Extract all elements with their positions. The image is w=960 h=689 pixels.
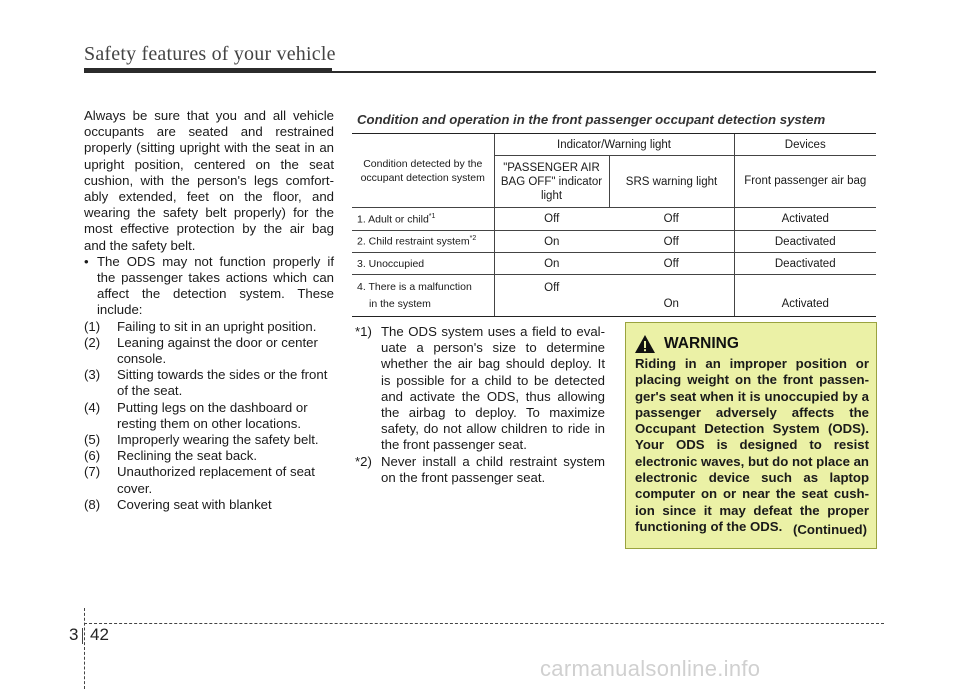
condition-header: Condition detected by the occupant detection system	[352, 134, 494, 208]
condition-cell	[352, 253, 494, 275]
footnote	[355, 324, 605, 454]
srs-cell: Off	[609, 231, 734, 253]
item-number: (7)	[84, 464, 101, 480]
front-airbag-header: Front passenger air bag	[734, 156, 876, 208]
item-number: (1)	[84, 318, 101, 334]
list-item	[84, 448, 334, 464]
devices-header: Devices	[734, 134, 876, 156]
footer-rule	[84, 623, 884, 624]
footnote	[355, 454, 605, 486]
continued-label: (Continued)	[793, 522, 867, 537]
pab-cell: On	[494, 253, 609, 275]
condition-text: 4. There is a malfunction	[357, 280, 472, 293]
item-number: (5)	[84, 432, 101, 448]
item-text: Improperly wearing the safety belt.	[117, 432, 319, 448]
list-item	[84, 367, 334, 399]
condition-text: 1. Adult or child	[357, 213, 429, 226]
item-number: (3)	[84, 367, 101, 383]
condition-text: 3. Unoccupied	[357, 257, 425, 270]
warning-text: Riding in an improper position or placing weight on the front passen- ger's seat when it is unoccupied by a passenger adversely affects the Occupant Detection System (ODS). Your ODS is designed to resist electronic waves, but do not place an electronic device such as laptop computer on or near the seat cush- ion since it may defeat the proper functioning of the ODS.	[635, 356, 869, 534]
footnote-mark: *1)	[355, 324, 372, 339]
list-item	[84, 400, 334, 432]
section-heading: Condition and operation in the front passenger occupant detection system	[357, 112, 826, 127]
table-row	[352, 253, 876, 275]
footer-vertical-rule	[84, 608, 85, 689]
footnote-text: Never install a child restraint system on the front passenger seat.	[381, 453, 605, 485]
bullet-text: The ODS may not function properly if the passenger takes actions which can affect the detection system. These include:	[97, 253, 334, 318]
item-text: Putting legs on the dashboard or resting them on other locations.	[117, 399, 308, 431]
table-row	[352, 275, 876, 317]
item-text: Failing to sit in an upright position.	[117, 318, 317, 334]
item-text: Unauthorized replacement of seat cover.	[117, 464, 315, 496]
item-number: (6)	[84, 448, 101, 464]
page-number: 42	[90, 625, 109, 644]
footnote-ref: *1	[428, 212, 436, 220]
condition-cell	[352, 231, 494, 253]
item-text: Sitting towards the sides or the front of the seat.	[117, 367, 328, 399]
bullet-mark: •	[84, 253, 89, 269]
footnote-text: The ODS system uses a field to eval- uate a person's size to determine whether the air bag should deploy. It is possible for a child to be detected and activate the ODS, thus allowing the airbag to deploy. To maximize safety, do not allow children to ride in the front passenger seat.	[381, 324, 605, 453]
watermark: carmanualsonline.info	[540, 656, 761, 681]
table-row	[352, 208, 876, 231]
page-header-title: Safety features of your vehicle	[84, 43, 336, 65]
condition-text-cont: in the system	[369, 297, 431, 310]
warning-triangle-icon	[634, 334, 656, 354]
footnotes	[355, 324, 605, 486]
header-rule-bar	[84, 68, 332, 73]
page-number-divider	[82, 628, 83, 644]
warning-title: WARNING	[664, 335, 739, 352]
list-item	[84, 335, 334, 367]
pab-cell: Off	[494, 275, 609, 317]
item-number: (8)	[84, 496, 101, 512]
list-item	[84, 464, 334, 496]
left-column	[84, 108, 334, 513]
condition-text: 2. Child restraint system	[357, 235, 470, 248]
item-number: (4)	[84, 399, 101, 415]
item-text: Leaning against the door or center console.	[117, 334, 318, 367]
list-item	[84, 497, 334, 513]
list-item	[84, 432, 334, 448]
table-row	[352, 231, 876, 253]
pab-cell: On	[494, 231, 609, 253]
footnote-ref: *2	[469, 235, 477, 243]
warning-box	[625, 322, 877, 549]
footnote-mark: *2)	[355, 453, 372, 469]
item-text: Reclining the seat back.	[117, 448, 258, 464]
item-text: Covering seat with blanket	[117, 496, 272, 512]
list-item	[84, 319, 334, 335]
ods-bullet	[84, 254, 334, 319]
pab-indicator-header: "PASSENGER AIR BAG OFF" indicator light	[494, 156, 609, 208]
intro-paragraph: Always be sure that you and all vehicle occupants are seated and restrained properly (sitting upright with the seat in an upright position, centered on the seat cushion, with the person's legs comfort- ably extended, feet on the floor, and wearing the safety belt properly) for the most effective protection by the air bag and the safety belt.	[84, 108, 334, 253]
device-cell: Activated	[734, 275, 876, 317]
item-number: (2)	[84, 334, 101, 350]
pab-cell: Off	[494, 208, 609, 231]
device-cell: Deactivated	[734, 253, 876, 275]
device-cell: Activated	[734, 208, 876, 231]
srs-cell: Off	[609, 253, 734, 275]
srs-header: SRS warning light	[609, 156, 734, 208]
srs-cell: On	[609, 275, 734, 317]
device-cell: Deactivated	[734, 231, 876, 253]
ods-condition-table	[352, 133, 876, 317]
condition-cell	[352, 208, 494, 231]
indicator-header: Indicator/Warning light	[494, 134, 734, 156]
chapter-number: 3	[69, 625, 79, 644]
srs-cell: Off	[609, 208, 734, 231]
condition-cell	[352, 275, 494, 317]
